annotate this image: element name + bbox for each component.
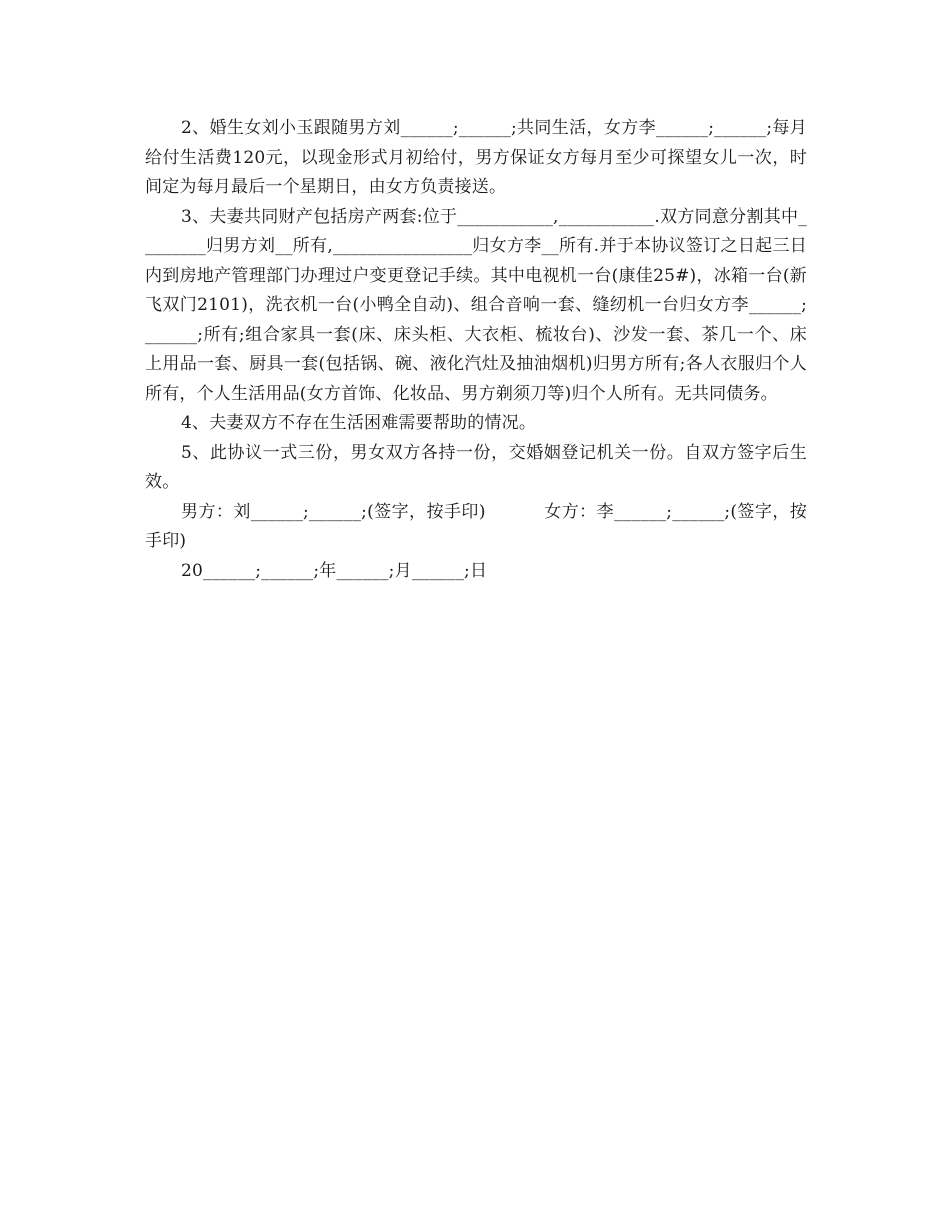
document-body <box>145 114 807 586</box>
signature-line: 男方：刘______;______;(签字，按手印) 女方：李______;______;(签字，按手印) <box>145 501 807 551</box>
paragraph-custody: 2、婚生女刘小玉跟随男方刘______;______;共同生活，女方李______;______;每月给付生活费120元，以现金形式月初给付，男方保证女方每月至少可探望女儿一次，时间定为每月最后一个星期日，由女方负责接送。 <box>145 118 807 197</box>
date-line: 20______;______;年______;月______;日 <box>181 560 488 581</box>
paragraph-property: 3、夫妻共同财产包括房产两套:位于___________,___________.双方同意分割其中________归男方刘__所有,________________归女方李__所有.并于本协议签订之日起三日内到房地产管理部门办理过户变更登记手续。其中电视机一台(康佳25#)，冰箱一台(新飞双门2101)，洗衣机一台(小鸭全自动)、组合音响一套、缝纫机一台归女方李______;______;所有;组合家具一套(床、床头柜、大衣柜、梳妆台)、沙发一套、茶几一个、床上用品一套、厨具一套(包括锅、碗、液化汽灶及抽油烟机)归男方所有;各人衣服归个人所有，个人生活用品(女方首饰、化妆品、男方剃须刀等)归个人所有。无共同债务。 <box>145 206 807 404</box>
paragraph-copies: 5、此协议一式三份，男女双方各持一份，交婚姻登记机关一份。自双方签字后生效。 <box>145 442 807 492</box>
paragraph-hardship: 4、夫妻双方不存在生活困难需要帮助的情况。 <box>181 413 537 433</box>
